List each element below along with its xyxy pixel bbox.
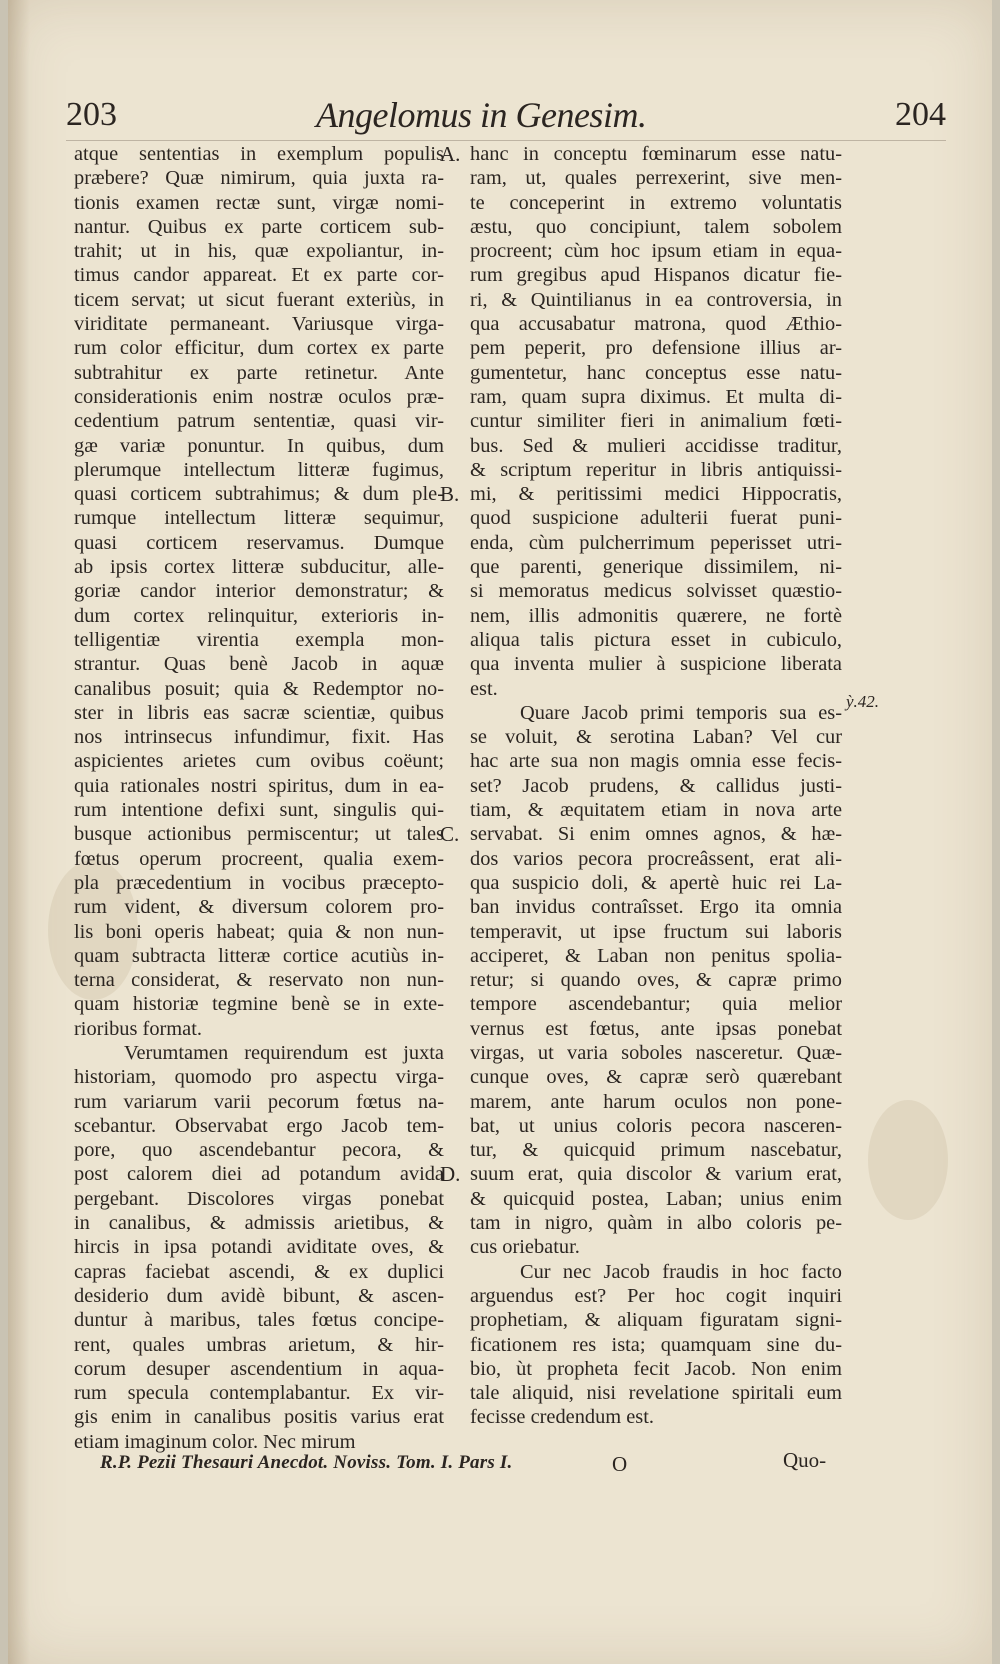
text-line: desiderio dum avidè bibunt, & ascen- — [74, 1284, 444, 1307]
text-line: & quicquid postea, Laban; unius enim — [470, 1187, 842, 1210]
text-line: quasi corticem reservamus. Dumque — [74, 531, 444, 554]
text-line: trahit; ut in his, quæ expoliantur, in- — [74, 240, 444, 263]
text-line: bus. Sed & mulieri accidisse traditur, — [470, 434, 842, 457]
text-line: quia rationales nostri spiritus, dum in ea- — [74, 774, 444, 797]
text-line: atque sententias in exemplum populis — [74, 143, 444, 165]
book-page — [8, 0, 992, 1664]
text-line: fecisse credendum est. — [470, 1406, 655, 1429]
catchword: Quo- — [783, 1448, 827, 1472]
text-line: qua inventa mulier à suspicione liberata — [470, 653, 842, 676]
text-line: acciperet, & Laban non penitus spolia- — [470, 944, 842, 967]
page-footer — [100, 1448, 860, 1480]
text-line: qua suspicio doli, & apertè huic rei La- — [470, 871, 842, 894]
text-line: quam historiæ tegmine benè se in exte- — [74, 993, 444, 1016]
text-line: tale aliquid, nisi revelatione spiritali eum — [470, 1382, 842, 1405]
text-line: tur, & quicquid primum nascebatur, — [470, 1139, 842, 1162]
text-line: pem peperit, pro defensione illius ar- — [470, 337, 842, 360]
text-line: si memoratus medicus solvisset quæstio- — [470, 580, 842, 603]
text-line: arguendus est? Per hoc cogit inquiri — [470, 1284, 842, 1307]
text-line: tempore ascendebantur; quia melior — [470, 993, 842, 1016]
text-line: vernus est fœtus, ante ipsas ponebat — [470, 1017, 842, 1040]
text-line: rent, quales umbras arietum, & hir- — [74, 1333, 444, 1356]
text-line: marem, ante harum oculos non pone- — [470, 1090, 842, 1113]
running-head — [66, 96, 952, 140]
text-line: telligentiæ virentia exempla mon- — [74, 628, 444, 651]
head-rule — [66, 140, 946, 141]
text-line: servabat. Si enim omnes agnos, & hæ- — [470, 823, 842, 846]
running-title: Angelomus in Genesim. — [316, 95, 647, 135]
text-line: est. — [470, 677, 498, 700]
text-line: retur; si quando oves, & capræ primo — [470, 969, 842, 992]
text-line: duntur à maribus, tales fœtus concipe- — [74, 1309, 444, 1332]
text-line: gumentetur, hanc conceptus esse natu- — [470, 361, 842, 384]
text-line: pla præcedentium in vocibus præcepto- — [74, 871, 444, 894]
text-line: & scriptum reperitur in libris antiquissi- — [470, 458, 842, 481]
text-line: rumque intellectum litteræ sequimur, — [74, 507, 444, 530]
text-line: nos intrinsecus infundimur, fixit. Has — [74, 726, 444, 749]
text-line: scebantur. Observabat ergo Jacob tem- — [74, 1114, 444, 1137]
text-line: cus oriebatur. — [470, 1236, 580, 1259]
text-line: rum specula contemplabantur. Ex vir- — [74, 1382, 444, 1405]
text-line: terna considerat, & reservato non nun- — [74, 969, 444, 992]
text-line: nantur. Quibus ex parte corticem sub- — [74, 215, 444, 238]
margin-letter-c: C. — [440, 822, 460, 846]
text-line: cedentium patrum sententiæ, quasi vir- — [74, 410, 444, 433]
text-line: plerumque intellectum litteræ fugimus, — [74, 458, 444, 481]
text-line: strantur. Quas benè Jacob in aquæ — [74, 653, 444, 676]
text-line: ram, quam supra diximus. Et multa di- — [470, 385, 842, 408]
text-line: viriditate permaneant. Variusque virga- — [74, 313, 444, 336]
text-line: rum gregibus apud Hispanos dicatur fie- — [470, 264, 842, 287]
text-line: rum color efficitur, dum cortex ex parte — [74, 337, 444, 360]
margin-letter-a: A. — [440, 142, 461, 166]
text-line: hircis in ipsa potandi aviditate oves, & — [74, 1236, 444, 1259]
text-line: Quare Jacob primi temporis sua es- — [520, 701, 842, 724]
text-line: cuntur similiter fieri in animalium fœti- — [470, 410, 842, 433]
text-line: procreent; cùm hoc ipsum etiam in equa- — [470, 240, 842, 263]
text-line: set? Jacob prudens, & callidus justi- — [470, 774, 842, 797]
text-line: ri, & Quintilianus in ea controversia, in — [470, 288, 842, 311]
text-line: aliqua talis pictura esset in cubiculo, — [470, 628, 842, 651]
paper-stain — [868, 1100, 948, 1220]
text-line: gis enim in canalibus positis varius erat — [74, 1406, 444, 1429]
text-line: ficationem res ista; quamquam sine du- — [470, 1333, 842, 1356]
margin-letter-d: D. — [440, 1162, 461, 1186]
text-line: pergebant. Discolores virgas ponebat — [74, 1187, 444, 1210]
text-line: hac arte sua non magis omnia esse fecis- — [470, 750, 842, 773]
text-line: subtrahitur ex parte retinetur. Ante — [74, 361, 444, 384]
text-line: etiam imaginum color. Nec mirum — [74, 1430, 356, 1453]
text-line: ram, ut, quales perrexerint, sive men- — [470, 167, 842, 190]
text-line: bio, ùt propheta fecit Jacob. Non enim — [470, 1357, 842, 1380]
text-line: tionis examen rectæ sunt, virgæ nomi- — [74, 191, 444, 214]
text-line: Verumtamen requirendum est juxta — [124, 1041, 444, 1064]
text-line: ban invidus contraîsset. Ergo ita omnia — [470, 896, 842, 919]
text-line: Cur nec Jacob fraudis in hoc facto — [520, 1260, 842, 1283]
text-line: ticem servat; ut sicut fuerant exteriùs, in — [74, 288, 444, 311]
text-line: te conceperint in extremo voluntatis — [470, 191, 842, 214]
text-line: gæ variæ ponuntur. In quibus, dum — [74, 434, 444, 457]
text-line: rum vident, & diversum colorem pro- — [74, 896, 444, 919]
text-line: cunque oves, & capræ serò quærebant — [470, 1066, 842, 1089]
text-line: rum intentione defixi sunt, singulis qui- — [74, 799, 444, 822]
page-number-left: 203 — [66, 96, 117, 133]
signature-line: R.P. Pezii Thesauri Anecdot. Noviss. Tom. I. Pars I. — [100, 1452, 513, 1473]
text-line: aspicientes arietes cum ovibus coëunt; — [74, 750, 444, 773]
text-line: ab ipsis cortex litteræ subducitur, alle- — [74, 556, 444, 579]
text-line: se voluit, & serotina Laban? Vel cur — [470, 726, 842, 749]
text-line: quod suspicione adulterii fuerat puni- — [470, 507, 842, 530]
sheet-mark: O — [612, 1452, 628, 1476]
text-line: rum variarum varii pecorum fœtus na- — [74, 1090, 444, 1113]
text-line: ster in libris eas sacræ scientiæ, quibus — [74, 701, 444, 724]
text-line: corum desuper ascendentium in aqua- — [74, 1357, 444, 1380]
text-line: quam subtracta litteræ cortice acutiùs in- — [74, 944, 444, 967]
margin-letter-b: B. — [440, 482, 460, 506]
right-column — [470, 142, 842, 1430]
text-line: considerationis enim nostræ oculos præ- — [74, 385, 444, 408]
text-line: timus candor appareat. Et ex parte cor- — [74, 264, 444, 287]
text-line: busque actionibus permiscentur; ut tales — [74, 823, 444, 846]
text-line: tiam, & æquitatem etiam in nova arte — [470, 799, 842, 822]
text-line: nem, illis admonitis quærere, ne fortè — [470, 604, 842, 627]
text-line: temperavit, ut ipse fructum sui laboris — [470, 920, 842, 943]
left-column — [74, 142, 444, 1454]
text-line: suum erat, quia discolor & varium erat, — [470, 1163, 842, 1186]
text-line: historiam, quomodo pro aspectu virga- — [74, 1066, 444, 1089]
text-line: præbere? Quæ nimirum, quia juxta ra- — [74, 167, 444, 190]
text-line: dum cortex relinquitur, exterioris in- — [74, 604, 444, 627]
text-line: rioribus format. — [74, 1017, 202, 1040]
text-line: que parenti, generique dissimilem, ni- — [470, 556, 842, 579]
text-line: goriæ candor interior demonstratur; & — [74, 580, 444, 603]
text-line: enda, cùm pulcherrimum peperisset utri- — [470, 531, 842, 554]
text-line: qua accusabatur matrona, quod Æthio- — [470, 313, 842, 336]
text-line: virgas, ut varia soboles nasceretur. Quæ- — [470, 1041, 842, 1064]
text-line: capras faciebat ascendi, & ex duplici — [74, 1260, 444, 1283]
text-line: bat, ut unius coloris pecora nasceren- — [470, 1114, 842, 1137]
verse-note: ỳ.42. — [846, 692, 880, 711]
text-line: dos varios pecora procreâssent, erat ali- — [470, 847, 842, 870]
text-line: post calorem diei ad potandum avida — [74, 1163, 444, 1186]
text-line: in canalibus, & admissis arietibus, & — [74, 1212, 444, 1235]
text-line: canalibus posuit; quia & Redemptor no- — [74, 677, 444, 700]
text-line: mi, & peritissimi medici Hippocratis, — [470, 483, 842, 506]
text-line: quasi corticem subtrahimus; & dum ple- — [74, 483, 444, 506]
text-line: tam in nigro, quàm in albo coloris pe- — [470, 1212, 842, 1235]
text-line: lis boni operis habeat; quia & non nun- — [74, 920, 444, 943]
page-number-right: 204 — [895, 96, 946, 133]
text-line: hanc in conceptu fœminarum esse natu- — [470, 143, 842, 165]
text-line: prophetiam, & aliquam figuratam signi- — [470, 1309, 842, 1332]
text-line: fœtus operum procreent, qualia exem- — [74, 847, 444, 870]
text-line: æstu, quo concipiunt, talem sobolem — [470, 215, 842, 238]
text-line: pore, quo ascendebantur pecora, & — [74, 1139, 444, 1162]
